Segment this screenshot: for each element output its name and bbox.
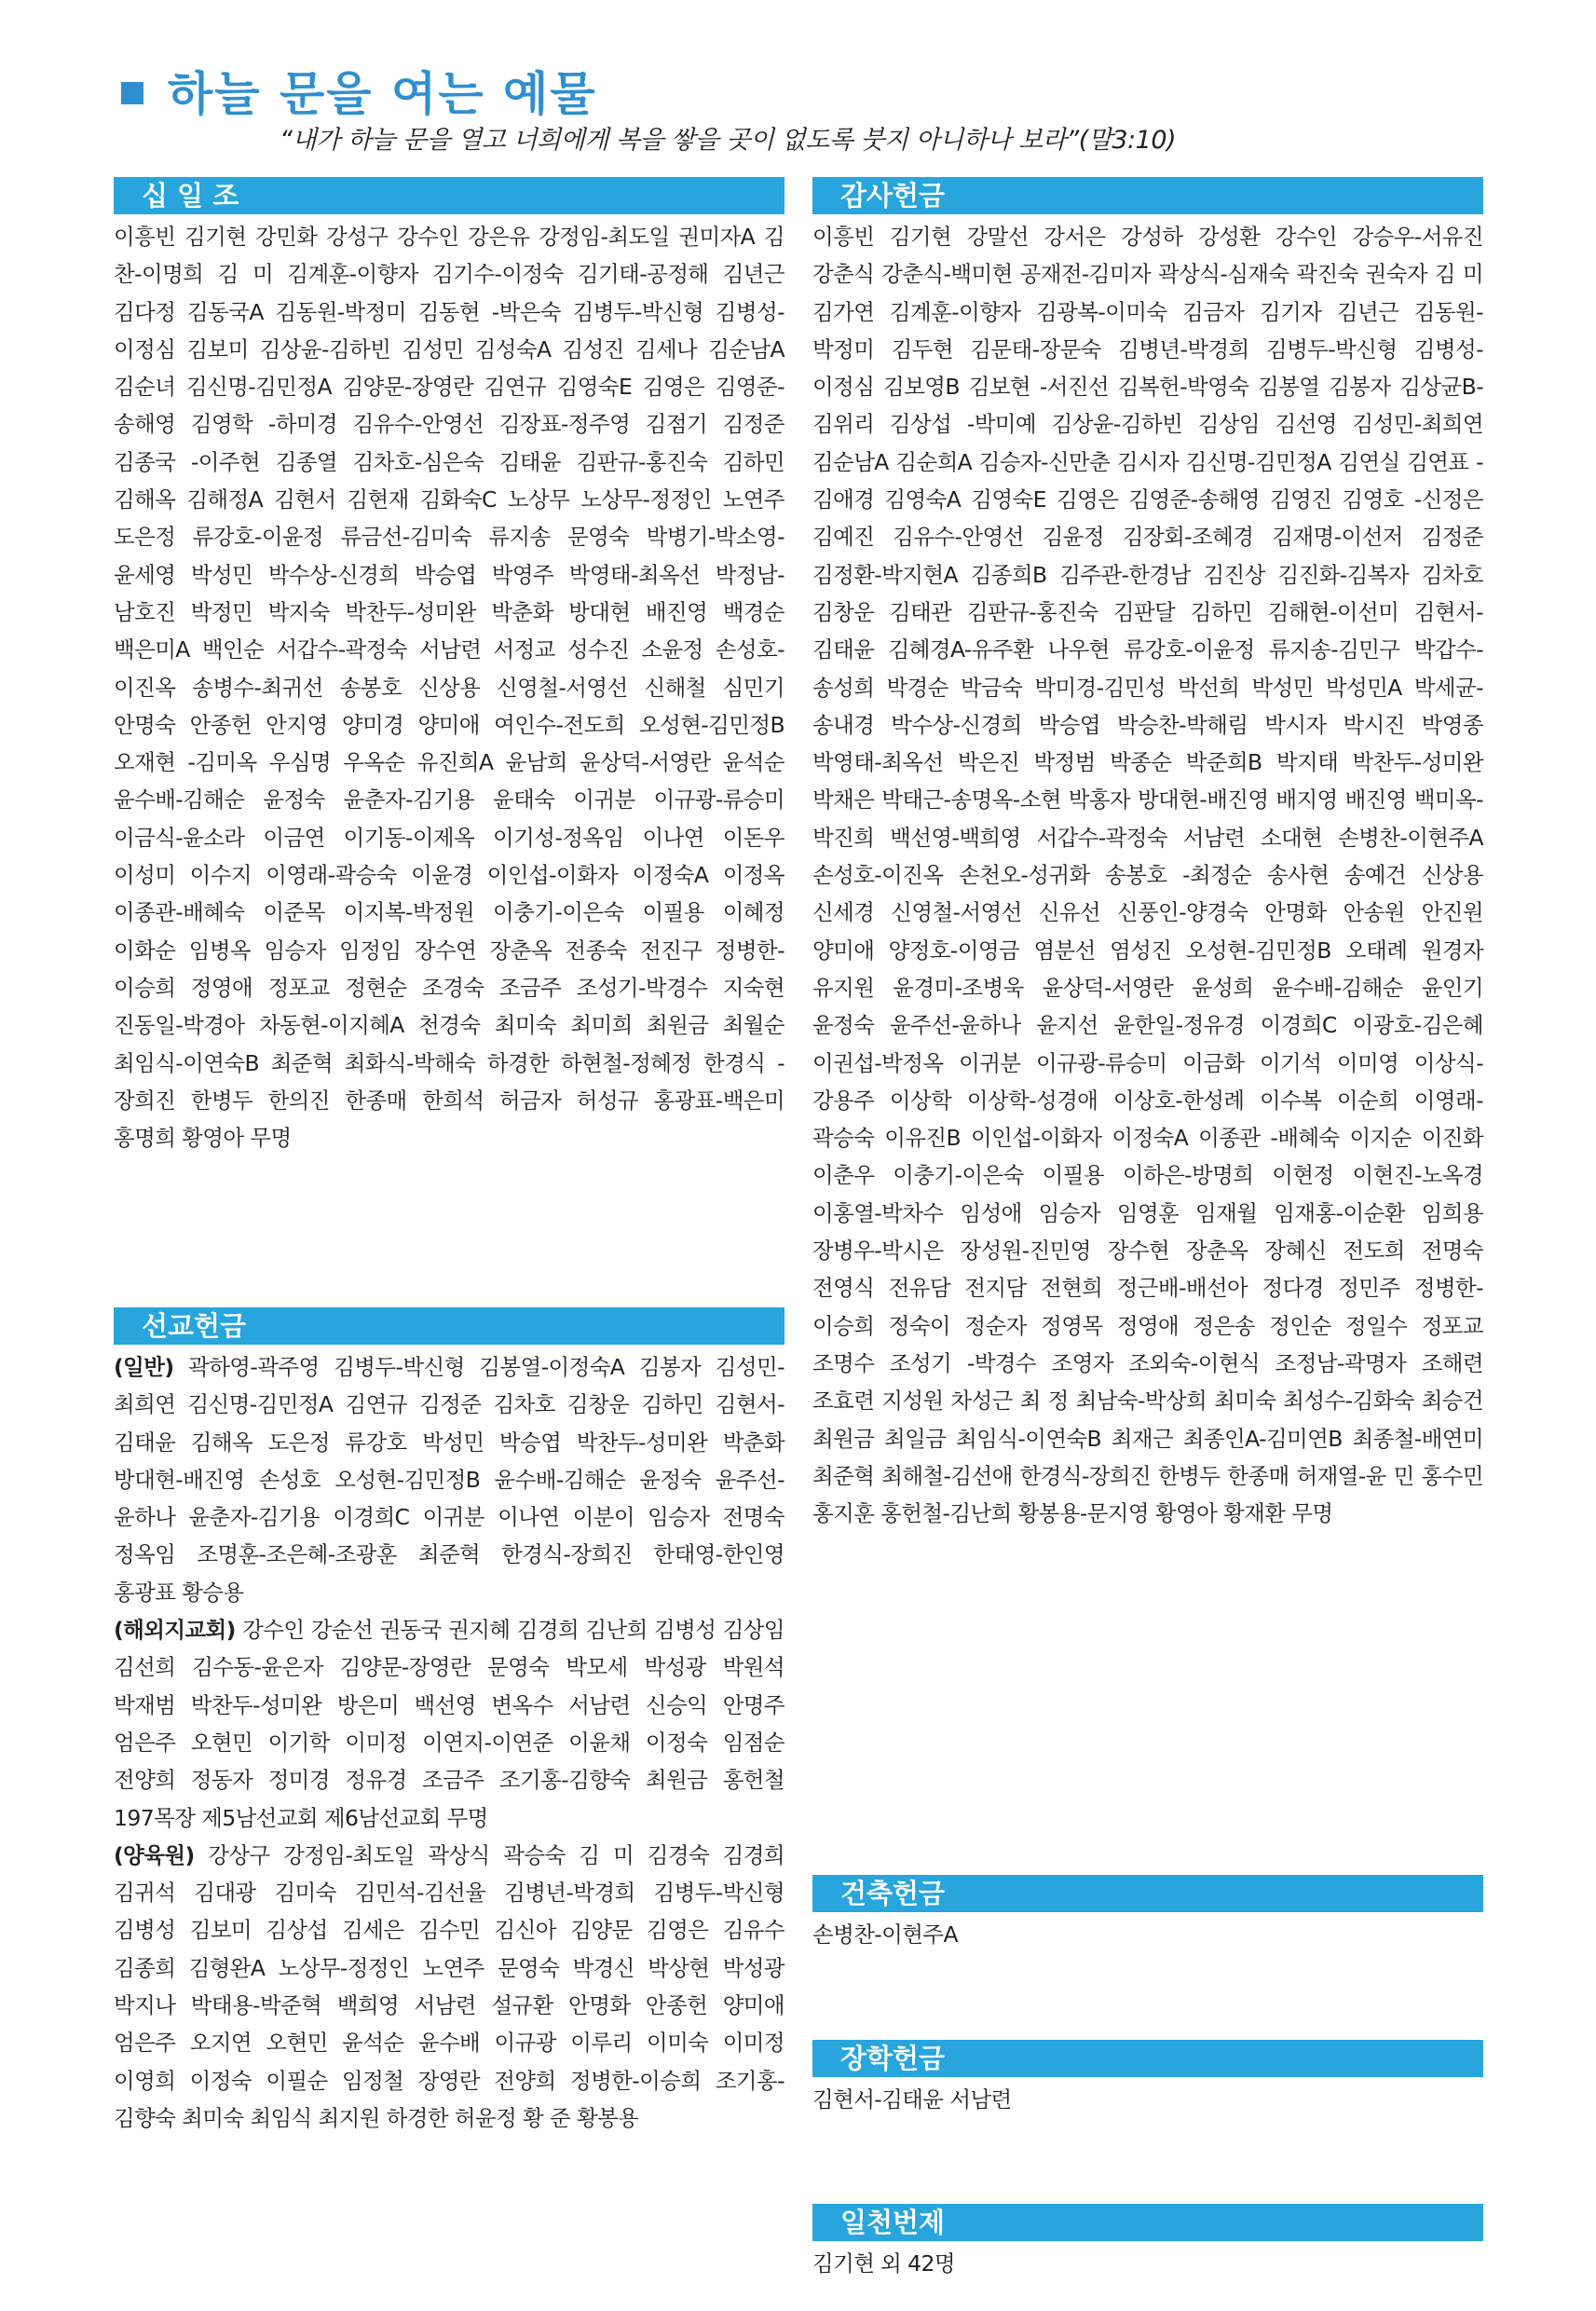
scholarship-section — [812, 2040, 1483, 2118]
mission-section — [114, 1307, 784, 2137]
mission-overseas-names: 강수인 강순선 권동국 권지혜 김경희 김난희 김병성 김상임 김선희 김수동-윤은자 김양문-장영란 문영숙 박모세 박성광 박원석 박재범 박찬두-성미완 방은미 백선영 변옥수 서남련 신승익 안명주 엄은주 오현민 이기학 이미정 이연지-이연준 이윤채 이정숙 임점순 전양희 정동자 정미경 정유경 조금주 조기홍-김향숙 최원금 홍헌철 197목장 제5남선교회 제6남선교회 무명 — [114, 1617, 784, 1831]
page-title: 하늘 문을 여는 예물 — [168, 67, 597, 121]
mission-category-nursery: (양육원) — [114, 1841, 195, 1868]
thanks-names: 이흥빈 김기현 강말선 강서은 강성하 강성환 강수인 강승우-서유진 강춘식 강춘식-백미현 공재전-김미자 곽상식-심재숙 곽진숙 권숙자 김 미 김가연 김계훈-이향자 김광복-이미숙 김금자 김기자 김년근 김동원-박정미 김두현 김문태-장문숙 김병년-박경희 김병두-박신형 김병성-이정심 김보영B 김보현 -서진선 김복헌-박영숙 김봉열 김봉자 김상균B-김위리 김상섭 -박미예 김상윤-김하빈 김상임 김선영 김성민-최희연 김순남A 김순희A 김승자-신만춘 김시자 김신명-김민정A 김연실 김연표 -김애경 김영숙A 김영숙E 김영은 김영준-송해영 김영진 김영호 -신정은 김예진 김유수-안영선 김윤정 김장회-조혜경 김재명-이선저 김정준 김정환-박지현A 김종희B 김주관-한경남 김진상 김진화-김복자 김차호 김창운 김태관 김판규-홍진숙 김판달 김하민 김해현-이선미 김현서-김태윤 김혜경A-유주환 나우현 류강호-이윤정 류지송-김민구 박갑수-송성희 박경순 박금숙 박미경-김민성 박선희 박성민 박성민A 박세균-송내경 박수상-신경희 박승엽 박승찬-박해림 박시자 박시진 박영종 박영태-최옥선 박은진 박정범 박종순 박준희B 박지태 박찬두-성미완 박채은 박태근-송명옥-소현 박홍자 방대현-배진영 배지영 배진영 백미옥-박진희 백선영-백희영 서갑수-곽정숙 서남련 소대현 손병찬-이현주A 손성호-이진옥 손천오-성귀화 송봉호 -최정순 송사현 송예건 신상용 신세경 신영철-서영선 신유선 신풍인-양경숙 안명화 안송원 안진원 양미애 양정호-이영금 염분선 염성진 오성현-김민정B 오태례 원경자 유지원 윤경미-조병욱 윤상덕-서영란 윤성희 윤수배-김해순 윤인기 윤정숙 윤주선-윤하나 윤지선 윤한일-정유경 이경희C 이광호-김은혜 이권섭-박정옥 이귀분 이규광-류승미 이금화 이기석 이미영 이상식-강용주 이상학 이상학-성경애 이상호-한성례 이수복 이순희 이영래-곽승숙 이유진B 이인섭-이화자 이정숙A 이종관 -배혜숙 이지순 이진화 이춘우 이충기-이은숙 이필용 이하은-방명희 이현정 이현진-노옥경 이홍열-박차수 임성애 임승자 임영훈 임재월 임재홍-이순환 임희용 장병우-박시은 장성원-진민영 장수현 장춘옥 장혜신 전도희 전명숙 전영식 전유담 전지담 전현희 정근배-배선아 정다경 정민주 정병한-이승희 정숙이 정순자 정영목 정영애 정은송 정인순 정일수 정포교 조명수 조성기 -박경수 조영자 조외숙-이현식 조정남-곽명자 조해련 조효련 지성원 차성근 최 정 최남숙-박상희 최미숙 최성수-김화숙 최승건 최원금 최일금 최임식-이연숙B 최재근 최종인A-김미연B 최종철-배연미 최준혁 최해철-김선애 한경식-장희진 한병두 한종매 허재열-윤 민 홍수민 홍지훈 홍헌철-김난희 황봉용-문지영 황영아 황재환 무명 — [812, 224, 1483, 1527]
thanks-heading: 감사헌금 — [812, 177, 1483, 214]
page-title-row — [121, 58, 597, 123]
scholarship-names: 김현서-김태윤 서남련 — [812, 2086, 1012, 2113]
title-square-icon — [121, 82, 143, 104]
tithe-heading: 십 일 조 — [114, 177, 784, 214]
scholarship-heading: 장학헌금 — [812, 2040, 1483, 2077]
tithe-section — [114, 177, 784, 1156]
ilcheon-heading: 일천번제 — [812, 2204, 1483, 2241]
mission-heading: 선교헌금 — [114, 1307, 784, 1345]
ilcheon-section — [812, 2204, 1483, 2282]
mission-category-general: (일반) — [114, 1354, 174, 1380]
mission-category-overseas: (해외지교회) — [114, 1617, 236, 1644]
tithe-names: 이흥빈 김기현 강민화 강성구 강수인 강은유 강정임-최도일 권미자A 김 찬-이명희 김 미 김계훈-이향자 김기수-이정숙 김기태-공정해 김년근 김다정 김동국A 김동원-박정미 김동현 -박은숙 김병두-박신형 김병성-이정심 김보미 김상윤-김하빈 김성민 김성숙A 김성진 김세나 김순남A 김순녀 김신명-김민정A 김양문-장영란 김연규 김영숙E 김영은 김영준-송해영 김영학 -하미경 김유수-안영선 김장표-정주영 김점기 김정준 김종국 -이주현 김종열 김차호-심은숙 김태윤 김판규-홍진숙 김하민 김해옥 김해정A 김현서 김현재 김화숙C 노상무 노상무-정정인 노연주 도은정 류강호-이윤정 류금선-김미숙 류지송 문영숙 박병기-박소영-윤세영 박성민 박수상-신경희 박승엽 박영주 박영태-최옥선 박정남-남호진 박정민 박지숙 박찬두-성미완 박춘화 방대현 배진영 백경순 백은미A 백인순 서갑수-곽정숙 서남련 서정교 성수진 소윤정 손성호-이진옥 송병수-최귀선 송봉호 신상용 신영철-서영선 신해철 심민기 안명숙 안종헌 안지영 양미경 양미애 여인수-전도희 오성현-김민정B 오재현 -김미옥 우심명 우옥순 유진희A 윤남희 윤상덕-서영란 윤석순 윤수배-김해순 윤정숙 윤춘자-김기용 윤태숙 이귀분 이규광-류승미 이금식-윤소라 이금연 이기동-이제옥 이기성-정옥임 이나연 이돈우 이성미 이수지 이영래-곽승숙 이윤경 이인섭-이화자 이정숙A 이정옥 이종관-배혜숙 이준목 이지복-박정원 이충기-이은숙 이필용 이혜정 이화순 임병옥 임승자 임정임 장수연 장춘옥 전종숙 전진구 정병한-이승희 정영애 정포교 정현순 조경숙 조금주 조성기-박경수 지숙현 진동일-박경아 차동현-이지혜A 천경숙 최미숙 최미희 최원금 최월순 최임식-이연숙B 최준혁 최화식-박해숙 하경한 하현철-정혜정 한경식 -장희진 한병두 한의진 한종매 한희석 허금자 허성규 홍광표-백은미 홍명희 황영아 무명 — [114, 224, 784, 1152]
mission-names — [114, 1348, 784, 2137]
building-section — [812, 1875, 1483, 1953]
mission-nursery-names: 강상구 강정임-최도일 곽상식 곽승숙 김 미 김경숙 김경희 김귀석 김대광 김미숙 김민석-김선율 김병년-박경희 김병두-박신형 김병성 김보미 김상섭 김세은 김수민 김신아 김양문 김영은 김유수 김종희 김형완A 노상무-정정인 노연주 문영숙 박경신 박상현 박성광 박지나 박태용-박준혁 백희영 서남련 설규환 안명화 안종헌 양미애 엄은주 오지연 오현민 윤석순 윤수배 이규광 이루리 이미숙 이미정 이영희 이정숙 이필순 임정철 장영란 전양희 정병한-이승희 조기홍-김향숙 최미숙 최임식 최지원 하경한 허윤정 황 준 황봉용 — [114, 1841, 784, 2131]
ilcheon-names: 김기현 외 42명 — [812, 2250, 955, 2277]
scripture-verse: “내가 하늘 문을 열고 너희에게 복을 쌓을 곳이 없도록 붓지 아니하나 보라”(말3:10) — [280, 126, 1177, 155]
mission-general-names: 곽하영-곽주영 김병두-박신형 김봉열-이정숙A 김봉자 김성민-최희연 김신명-김민정A 김연규 김정준 김차호 김창운 김하민 김현서-김태윤 김해옥 도은정 류강호 박성민 박승엽 박찬두-성미완 박춘화 방대현-배진영 손성호 오성현-김민정B 윤수배-김해순 윤정숙 윤주선-윤하나 윤춘자-김기용 이경희C 이귀분 이나연 이분이 임승자 전명숙 정옥임 조명훈-조은혜-조광훈 최준혁 한경식-장희진 한태영-한인영 홍광표 황승용 — [114, 1354, 784, 1606]
building-names: 손병찬-이현주A — [812, 1921, 958, 1948]
thanks-section — [812, 177, 1483, 1532]
building-heading: 건축헌금 — [812, 1875, 1483, 1912]
